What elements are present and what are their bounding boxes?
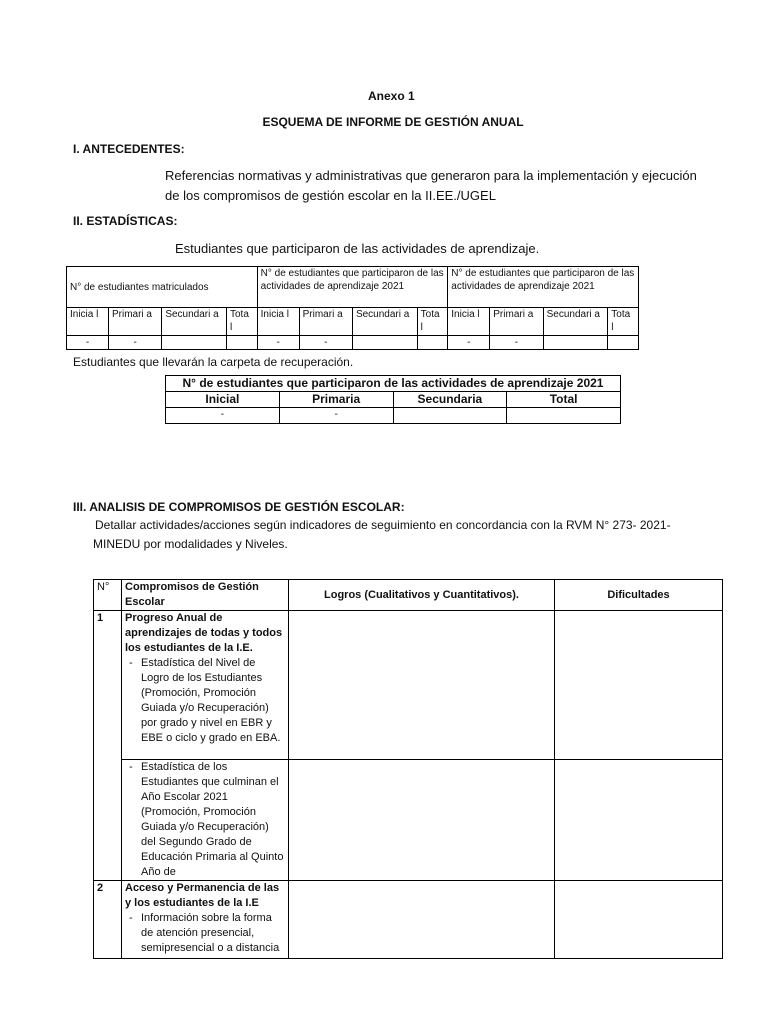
section-analisis-heading: III. ANALISIS DE COMPROMISOS DE GESTIÓN ESCOLAR: — [73, 500, 405, 514]
cell-value — [393, 408, 507, 424]
col-inicial: Inicial — [166, 392, 280, 408]
cell-value: - — [448, 336, 490, 350]
col-total: Tota l — [417, 308, 448, 336]
dificultades-cell — [555, 760, 723, 881]
compromiso-subitem — [125, 760, 285, 880]
cell-value: - — [299, 336, 352, 350]
row-number: 1 — [94, 611, 122, 881]
cell-value: - — [279, 408, 393, 424]
compromiso-cell — [122, 881, 289, 959]
antecedentes-text-line2: de los compromisos de gestión escolar en la II.EE./UGEL — [165, 188, 496, 203]
header-participaron-a: N° de estudiantes que participaron de las actividades de aprendizaje 2021 — [257, 267, 448, 308]
logros-cell — [289, 760, 555, 881]
dificultades-cell — [555, 611, 723, 760]
col-inicial: Inicia l — [257, 308, 299, 336]
cell-value: - — [67, 336, 109, 350]
dash-marker: - — [129, 657, 133, 669]
header-logros: Logros (Cualitativos y Cuantitativos). — [289, 580, 555, 611]
recovery-stats-table — [165, 375, 621, 424]
subitem-text: Información sobre la forma de atención presencial, semipresencial o a distancia — [141, 912, 280, 954]
col-total: Tota l — [608, 308, 639, 336]
analisis-text-line1: Detallar actividades/acciones según indicadores de seguimiento en concordancia con la RVM N° 273- 2021- — [95, 518, 671, 532]
section-antecedentes-heading: I. ANTECEDENTES: — [73, 142, 185, 156]
header-dificultades: Dificultades — [555, 580, 723, 611]
logros-cell — [289, 611, 555, 760]
cell-value — [352, 336, 417, 350]
cell-value — [543, 336, 608, 350]
header-matriculados: N° de estudiantes matriculados — [67, 267, 258, 308]
antecedentes-text-line1: Referencias normativas y administrativas que generaron para la implementación y ejecución — [165, 168, 697, 183]
compromiso-title: Acceso y Permanencia de las y los estudiantes de la I.E — [125, 882, 280, 909]
cell-value — [227, 336, 258, 350]
col-primaria: Primari a — [108, 308, 161, 336]
col-secundaria: Secundaria — [393, 392, 507, 408]
row-number: 2 — [94, 881, 122, 959]
dash-marker: - — [129, 761, 133, 773]
col-secundaria: Secundari a — [352, 308, 417, 336]
cell-value: - — [166, 408, 280, 424]
annex-label: Anexo 1 — [368, 89, 415, 103]
cell-value — [162, 336, 227, 350]
recovery-caption: Estudiantes que llevarán la carpeta de recuperación. — [73, 355, 354, 369]
subitem-text: Estadística de los Estudiantes que culminan el Año Escolar 2021 (Promoción, Promoción Guiada y/o Recuperación) del Segundo Grado de Educación Primaria al Quinto Año de — [141, 761, 284, 878]
compromisos-table — [93, 579, 723, 959]
col-primaria: Primari a — [299, 308, 352, 336]
header-participaron-b: N° de estudiantes que participaron de las actividades de aprendizaje 2021 — [448, 267, 639, 308]
dificultades-cell — [555, 881, 723, 959]
compromiso-cell — [122, 611, 289, 760]
col-primaria: Primari a — [490, 308, 543, 336]
header-compromisos: Compromisos de Gestión Escolar — [122, 580, 289, 611]
dash-marker: - — [129, 912, 133, 924]
cell-value: - — [108, 336, 161, 350]
col-inicial: Inicia l — [448, 308, 490, 336]
cell-value: - — [257, 336, 299, 350]
cell-value — [608, 336, 639, 350]
col-inicial: Inicia l — [67, 308, 109, 336]
compromiso-subitem — [125, 656, 285, 746]
document-title: ESQUEMA DE INFORME DE GESTIÓN ANUAL — [262, 115, 524, 129]
col-secundaria: Secundari a — [543, 308, 608, 336]
cell-value: - — [490, 336, 543, 350]
header-participaron-2021: N° de estudiantes que participaron de las actividades de aprendizaje 2021 — [166, 376, 621, 392]
logros-cell — [289, 881, 555, 959]
col-total: Tota l — [227, 308, 258, 336]
col-total: Total — [507, 392, 621, 408]
col-primaria: Primaria — [279, 392, 393, 408]
estadisticas-caption: Estudiantes que participaron de las actividades de aprendizaje. — [175, 241, 540, 256]
col-secundaria: Secundari a — [162, 308, 227, 336]
cell-value — [507, 408, 621, 424]
analisis-text-line2: MINEDU por modalidades y Niveles. — [93, 537, 288, 551]
participation-stats-table — [66, 266, 639, 350]
section-estadisticas-heading: II. ESTADÍSTICAS: — [73, 214, 178, 228]
header-number: N° — [94, 580, 122, 611]
compromiso-cell — [122, 760, 289, 881]
compromiso-subitem — [125, 911, 285, 956]
subitem-text: Estadística del Nivel de Logro de los Estudiantes (Promoción, Promoción Guiada y/o Recuperación) por grado y nivel en EBR y EBE o ciclo y grado en EBA. — [141, 657, 281, 744]
cell-value — [417, 336, 448, 350]
compromiso-title: Progreso Anual de aprendizajes de todas y todos los estudiantes de la I.E. — [125, 612, 283, 654]
